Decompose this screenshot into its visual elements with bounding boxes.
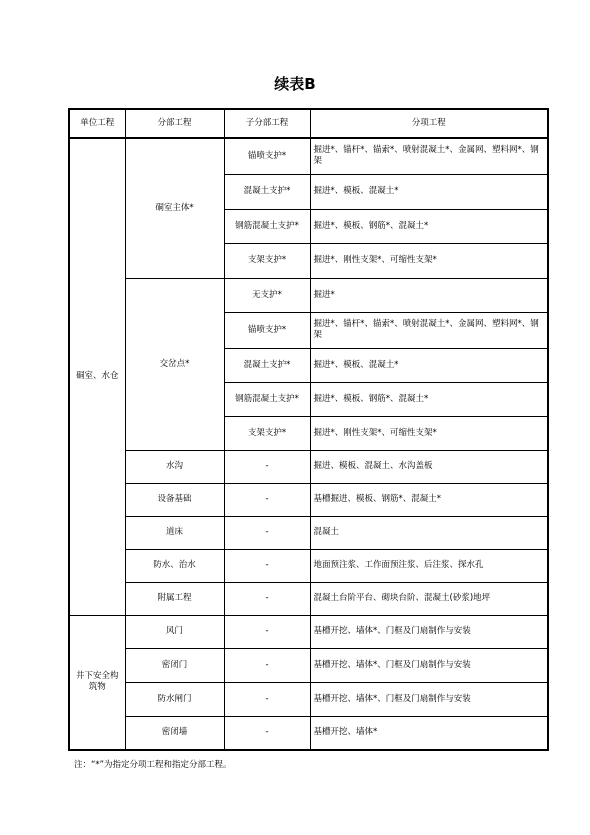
table-row <box>69 516 548 549</box>
sub-anchor-spray: 锚喷支护* <box>224 312 310 348</box>
division-junction: 交岔点* <box>125 278 224 450</box>
table-row <box>69 549 548 582</box>
header-division: 分部工程 <box>125 109 224 138</box>
unit-safety: 井下安全构筑物 <box>69 615 125 750</box>
page-title: 续表B <box>274 75 316 93</box>
table-row <box>69 682 548 716</box>
division-ditch: 水沟 <box>125 450 224 483</box>
sub-anchor-spray: 锚喷支护* <box>224 138 310 174</box>
sub-frame: 支架支护* <box>224 243 310 278</box>
item-ancillary: 混凝土台阶平台、砌块台阶、混凝土(砂浆)地坪 <box>310 582 548 615</box>
header-subdivision: 子分部工程 <box>224 109 310 138</box>
sub-dash: - <box>224 648 310 682</box>
sub-dash: - <box>224 549 310 582</box>
item-bed: 混凝土 <box>310 516 548 549</box>
item-waterproof: 地面预注浆、工作面预注浆、后注浆、探水孔 <box>310 549 548 582</box>
division-equipment: 设备基础 <box>125 483 224 516</box>
table-row <box>69 450 548 483</box>
division-sealdoor: 密闭门 <box>125 648 224 682</box>
sub-concrete: 混凝土支护* <box>224 174 310 209</box>
item-sealdoor: 基槽开挖、墙体*、门框及门扇制作与安装 <box>310 648 548 682</box>
sub-rc: 钢筋混凝土支护* <box>224 209 310 243</box>
item-floodgate: 基槽开挖、墙体*、门框及门扇制作与安装 <box>310 682 548 716</box>
item-anchor-spray: 掘进*、锚杆*、锚索*、喷射混凝土*、金属网、塑料网*、钢架 <box>310 138 548 174</box>
item-airdoor: 基槽开挖、墙体*、门框及门扇制作与安装 <box>310 615 548 648</box>
sub-rc: 钢筋混凝土支护* <box>224 382 310 416</box>
sub-dash: - <box>224 716 310 750</box>
engineering-table <box>68 108 549 751</box>
table-row <box>69 716 548 750</box>
item-rc: 掘进*、模板、钢筋*、混凝土* <box>310 209 548 243</box>
sub-dash: - <box>224 450 310 483</box>
division-bed: 道床 <box>125 516 224 549</box>
table-row <box>69 615 548 648</box>
division-waterproof: 防水、治水 <box>125 549 224 582</box>
sub-dash: - <box>224 516 310 549</box>
sub-dash: - <box>224 682 310 716</box>
sub-dash: - <box>224 483 310 516</box>
division-floodgate: 防水闸门 <box>125 682 224 716</box>
footnote: 注：“*”为指定分项工程和指定分部工程。 <box>74 760 232 770</box>
sub-frame: 支架支护* <box>224 416 310 450</box>
division-main: 硐室主体* <box>125 138 224 278</box>
sub-dash: - <box>224 582 310 615</box>
table-row <box>69 483 548 516</box>
header-unit: 单位工程 <box>69 109 125 138</box>
sub-concrete: 混凝土支护* <box>224 348 310 382</box>
table-row <box>69 278 548 312</box>
item-concrete: 掘进*、模板、混凝土* <box>310 348 548 382</box>
header-item: 分项工程 <box>310 109 548 138</box>
item-equipment: 基槽掘进、模板、钢筋*、混凝土* <box>310 483 548 516</box>
table-header-row <box>69 109 548 138</box>
item-sealwall: 基槽开挖、墙体* <box>310 716 548 750</box>
item-ditch: 掘进、模板、混凝土、水沟盖板 <box>310 450 548 483</box>
division-ancillary: 附属工程 <box>125 582 224 615</box>
table-row <box>69 138 548 174</box>
unit-chamber: 硐室、水仓 <box>69 138 125 615</box>
item-frame: 掘进*、刚性支架*、可缩性支架* <box>310 243 548 278</box>
item-none: 掘进* <box>310 278 548 312</box>
table-row <box>69 648 548 682</box>
item-anchor-spray: 掘进*、锚杆*、锚索*、喷射混凝土*、金属网、塑料网*、钢架 <box>310 312 548 348</box>
table-row <box>69 582 548 615</box>
item-frame: 掘进*、刚性支架*、可缩性支架* <box>310 416 548 450</box>
sub-none: 无支护* <box>224 278 310 312</box>
item-rc: 掘进*、模板、钢筋*、混凝土* <box>310 382 548 416</box>
division-sealwall: 密闭墙 <box>125 716 224 750</box>
division-airdoor: 风门 <box>125 615 224 648</box>
sub-dash: - <box>224 615 310 648</box>
item-concrete: 掘进*、模板、混凝土* <box>310 174 548 209</box>
